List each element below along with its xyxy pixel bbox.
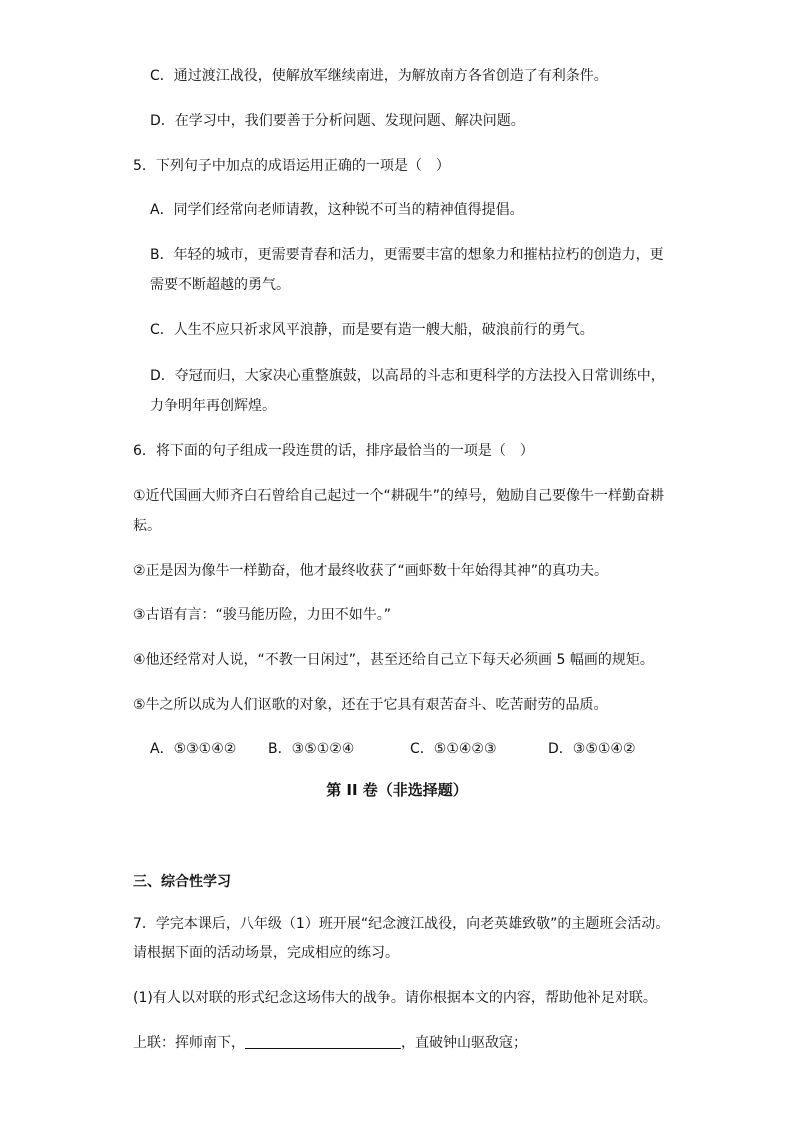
q5-option-b-line1: B．年轻的城市，更需要青春和活力，更需要丰富的想象力和摧枯拉朽的创造力，更 <box>150 247 664 263</box>
q5-stem: 5．下列句子中加点的成语运用正确的一项是（ ） <box>133 158 450 174</box>
q6-option-a: A．⑤③①④② <box>150 741 237 757</box>
q7-subquestion-1: (1)有人以对联的形式纪念这场伟大的战争。请你根据本文的内容，帮助他补足对联。 <box>133 990 657 1006</box>
q6-sentence-3: ③古语有言：“骏马能历险，力田不如牛。” <box>133 607 392 623</box>
q7-stem-line1: 7．学完本课后，八年级（1）班开展“纪念渡江战役，向老英雄致敬”的主题班会活动。 <box>133 916 670 932</box>
q5-option-d-line2: 力争明年再创辉煌。 <box>150 398 276 414</box>
q6-sentence-5: ⑤牛之所以成为人们讴歌的对象，还在于它具有艰苦奋斗、吃苦耐劳的品质。 <box>133 697 608 713</box>
q6-option-d: D．③⑤①④② <box>548 741 636 757</box>
q6-stem: 6．将下面的句子组成一段连贯的话，排序最恰当的一项是（ ） <box>133 443 534 459</box>
section-3-title: 三、综合性学习 <box>133 874 231 890</box>
q5-option-c: C．人生不应只祈求风平浪静，而是要有造一艘大船，破浪前行的勇气。 <box>150 322 594 338</box>
part-2-title: 第 II 卷（非选择题） <box>326 781 468 799</box>
q4-option-d: D．在学习中，我们要善于分析问题、发现问题、解决问题。 <box>150 113 525 129</box>
q5-option-d-line1: D．夺冠而归，大家决心重整旗鼓，以高昂的斗志和更科学的方法投入日常训练中， <box>150 368 665 384</box>
q7-couplet <box>133 1033 527 1053</box>
q6-option-b: B．③⑤①②④ <box>268 741 355 757</box>
q5-option-b-line2: 需要不断超越的勇气。 <box>150 277 290 293</box>
q6-sentence-4: ④他还经常对人说，“不教一日闲过”，甚至还给自己立下每天必须画 5 幅画的规矩。 <box>133 652 654 668</box>
q6-option-c: C．⑤①④②③ <box>410 741 497 757</box>
q5-option-a: A．同学们经常向老师请教，这种锐不可当的精神值得提倡。 <box>150 202 524 218</box>
q6-sentence-1-line1: ①近代国画大师齐白石曾给自己起过一个“耕砚牛”的绰号，勉励自己要像牛一样勤奋耕 <box>133 488 665 504</box>
couplet-answer-blank[interactable] <box>245 1034 401 1049</box>
couplet-suffix: ，直破钟山驱敌寇； <box>401 1035 527 1051</box>
q7-stem-line2: 请根据下面的活动场景，完成相应的练习。 <box>133 945 399 961</box>
q6-sentence-2: ②正是因为像牛一样勤奋，他才最终收获了“画虾数十年始得其神”的真功夫。 <box>133 563 609 579</box>
q4-option-c: C．通过渡江战役，使解放军继续南进，为解放南方各省创造了有利条件。 <box>150 68 608 84</box>
couplet-prefix: 上联：挥师南下， <box>133 1035 245 1051</box>
q6-sentence-1-line2: 耘。 <box>133 518 161 534</box>
